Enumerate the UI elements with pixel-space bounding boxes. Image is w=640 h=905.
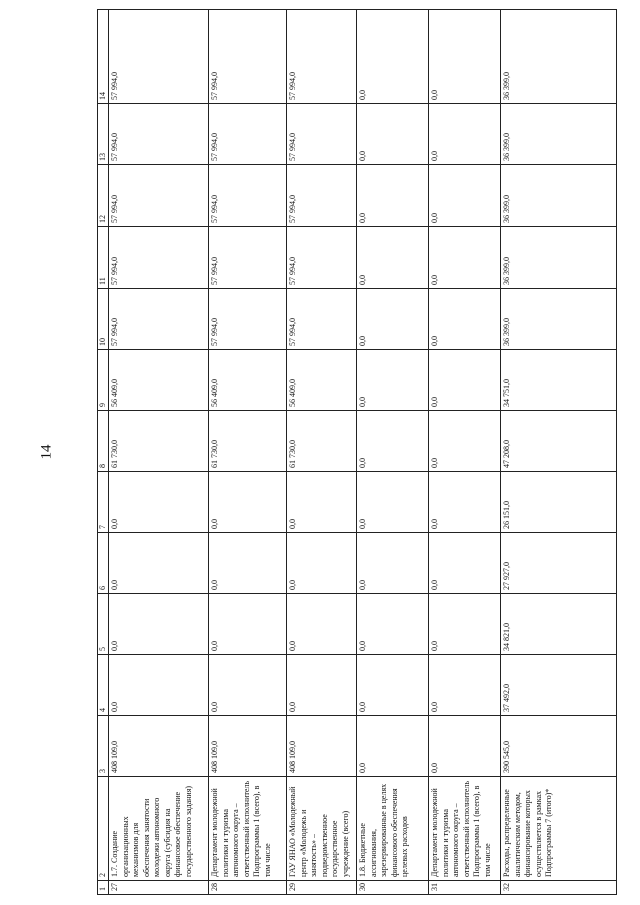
row-name-cell: ГАУ ЯНАО «Молодежный центр «Молодежь и занятость» – подведомственное государственное учреждение (всего) xyxy=(287,777,357,881)
value-cell: 0,0 xyxy=(429,594,501,655)
value-cell: 36 399,0 xyxy=(501,104,617,165)
budget-table xyxy=(97,9,617,895)
value-cell: 0,0 xyxy=(357,227,429,289)
value-cell: 0,0 xyxy=(357,350,429,411)
value-cell: 56 409,0 xyxy=(209,350,287,411)
value-cell: 34 751,0 xyxy=(501,350,617,411)
value-cell: 0,0 xyxy=(357,655,429,716)
table-row xyxy=(357,10,429,895)
value-cell: 57 994,0 xyxy=(209,104,287,165)
row-number-cell: 27 xyxy=(109,881,209,895)
table-row xyxy=(429,10,501,895)
value-cell: 36 399,0 xyxy=(501,289,617,350)
value-cell: 61 730,0 xyxy=(209,411,287,472)
value-cell: 0,0 xyxy=(357,533,429,594)
page-number: 14 xyxy=(38,444,55,460)
header-cell: 7 xyxy=(98,472,109,533)
value-cell: 0,0 xyxy=(429,716,501,777)
value-cell: 57 994,0 xyxy=(109,10,209,104)
value-cell: 36 399,0 xyxy=(501,227,617,289)
value-cell: 57 994,0 xyxy=(209,289,287,350)
value-cell: 57 994,0 xyxy=(287,165,357,227)
value-cell: 0,0 xyxy=(357,165,429,227)
header-cell: 6 xyxy=(98,533,109,594)
value-cell: 0,0 xyxy=(429,350,501,411)
value-cell: 56 409,0 xyxy=(109,350,209,411)
value-cell: 408 109,0 xyxy=(209,716,287,777)
value-cell: 0,0 xyxy=(357,10,429,104)
value-cell: 57 994,0 xyxy=(109,227,209,289)
value-cell: 390 545,0 xyxy=(501,716,617,777)
value-cell: 0,0 xyxy=(209,533,287,594)
value-cell: 0,0 xyxy=(209,472,287,533)
value-cell: 26 151,0 xyxy=(501,472,617,533)
value-cell: 34 821,0 xyxy=(501,594,617,655)
value-cell: 57 994,0 xyxy=(209,227,287,289)
value-cell: 57 994,0 xyxy=(287,289,357,350)
row-name-cell: Департамент молодежной политики и туризма автономного округа – ответственный исполнитель Подпрограммы 1 (всего), в том числе xyxy=(429,777,501,881)
row-name-cell: 1.7. Создание организационных механизмов для обеспечения занятости молодежи автономного округа (субсидия на финансовое обеспечение государственного задания) xyxy=(109,777,209,881)
row-name-cell: 1.8. Бюджетные ассигнования, зарезервированные в целях финансового обеспечения целевых расходов xyxy=(357,777,429,881)
value-cell: 0,0 xyxy=(429,104,501,165)
value-cell: 0,0 xyxy=(429,227,501,289)
value-cell: 0,0 xyxy=(287,655,357,716)
value-cell: 0,0 xyxy=(429,655,501,716)
value-cell: 0,0 xyxy=(209,655,287,716)
value-cell: 0,0 xyxy=(109,472,209,533)
value-cell: 57 994,0 xyxy=(109,165,209,227)
row-number-cell: 28 xyxy=(209,881,287,895)
table-row xyxy=(501,10,617,895)
row-number-cell: 30 xyxy=(357,881,429,895)
value-cell: 0,0 xyxy=(357,594,429,655)
row-name-cell: Расходы, распределенные аналитическим методом, финансирование которых осуществляется в рамках Подпрограммы 7 (итого)* xyxy=(501,777,617,881)
row-number-cell: 29 xyxy=(287,881,357,895)
value-cell: 27 927,0 xyxy=(501,533,617,594)
value-cell: 61 730,0 xyxy=(109,411,209,472)
value-cell: 57 994,0 xyxy=(287,104,357,165)
value-cell: 0,0 xyxy=(429,289,501,350)
value-cell: 47 208,0 xyxy=(501,411,617,472)
value-cell: 56 409,0 xyxy=(287,350,357,411)
value-cell: 0,0 xyxy=(287,533,357,594)
value-cell: 0,0 xyxy=(429,165,501,227)
table-row xyxy=(287,10,357,895)
value-cell: 0,0 xyxy=(209,594,287,655)
value-cell: 36 399,0 xyxy=(501,165,617,227)
header-cell: 5 xyxy=(98,594,109,655)
value-cell: 0,0 xyxy=(109,655,209,716)
table-row xyxy=(109,10,209,895)
header-cell: 2 xyxy=(98,777,109,881)
header-cell: 14 xyxy=(98,10,109,104)
value-cell: 0,0 xyxy=(287,594,357,655)
value-cell: 37 492,0 xyxy=(501,655,617,716)
value-cell: 0,0 xyxy=(357,289,429,350)
header-cell: 12 xyxy=(98,165,109,227)
value-cell: 0,0 xyxy=(357,104,429,165)
value-cell: 0,0 xyxy=(429,411,501,472)
header-row xyxy=(98,10,109,895)
row-number-cell: 31 xyxy=(429,881,501,895)
value-cell: 61 730,0 xyxy=(287,411,357,472)
value-cell: 57 994,0 xyxy=(287,227,357,289)
header-cell: 11 xyxy=(98,227,109,289)
value-cell: 0,0 xyxy=(357,411,429,472)
header-cell: 1 xyxy=(98,881,109,895)
value-cell: 0,0 xyxy=(287,472,357,533)
header-cell: 10 xyxy=(98,289,109,350)
value-cell: 57 994,0 xyxy=(109,104,209,165)
value-cell: 0,0 xyxy=(429,472,501,533)
header-cell: 3 xyxy=(98,716,109,777)
value-cell: 36 399,0 xyxy=(501,10,617,104)
value-cell: 57 994,0 xyxy=(209,165,287,227)
value-cell: 0,0 xyxy=(357,716,429,777)
table-row xyxy=(209,10,287,895)
value-cell: 57 994,0 xyxy=(109,289,209,350)
rotated-table-wrapper xyxy=(97,10,617,895)
value-cell: 0,0 xyxy=(357,472,429,533)
header-cell: 13 xyxy=(98,104,109,165)
header-cell: 4 xyxy=(98,655,109,716)
value-cell: 0,0 xyxy=(109,533,209,594)
value-cell: 408 109,0 xyxy=(287,716,357,777)
value-cell: 0,0 xyxy=(429,10,501,104)
value-cell: 408 109,0 xyxy=(109,716,209,777)
header-cell: 8 xyxy=(98,411,109,472)
row-number-cell: 32 xyxy=(501,881,617,895)
value-cell: 0,0 xyxy=(429,533,501,594)
value-cell: 57 994,0 xyxy=(209,10,287,104)
header-cell: 9 xyxy=(98,350,109,411)
value-cell: 57 994,0 xyxy=(287,10,357,104)
row-name-cell: Департамент молодежной политики и туризма автономного округа – ответственный исполнитель Подпрограммы 1 (всего), в том числе xyxy=(209,777,287,881)
value-cell: 0,0 xyxy=(109,594,209,655)
